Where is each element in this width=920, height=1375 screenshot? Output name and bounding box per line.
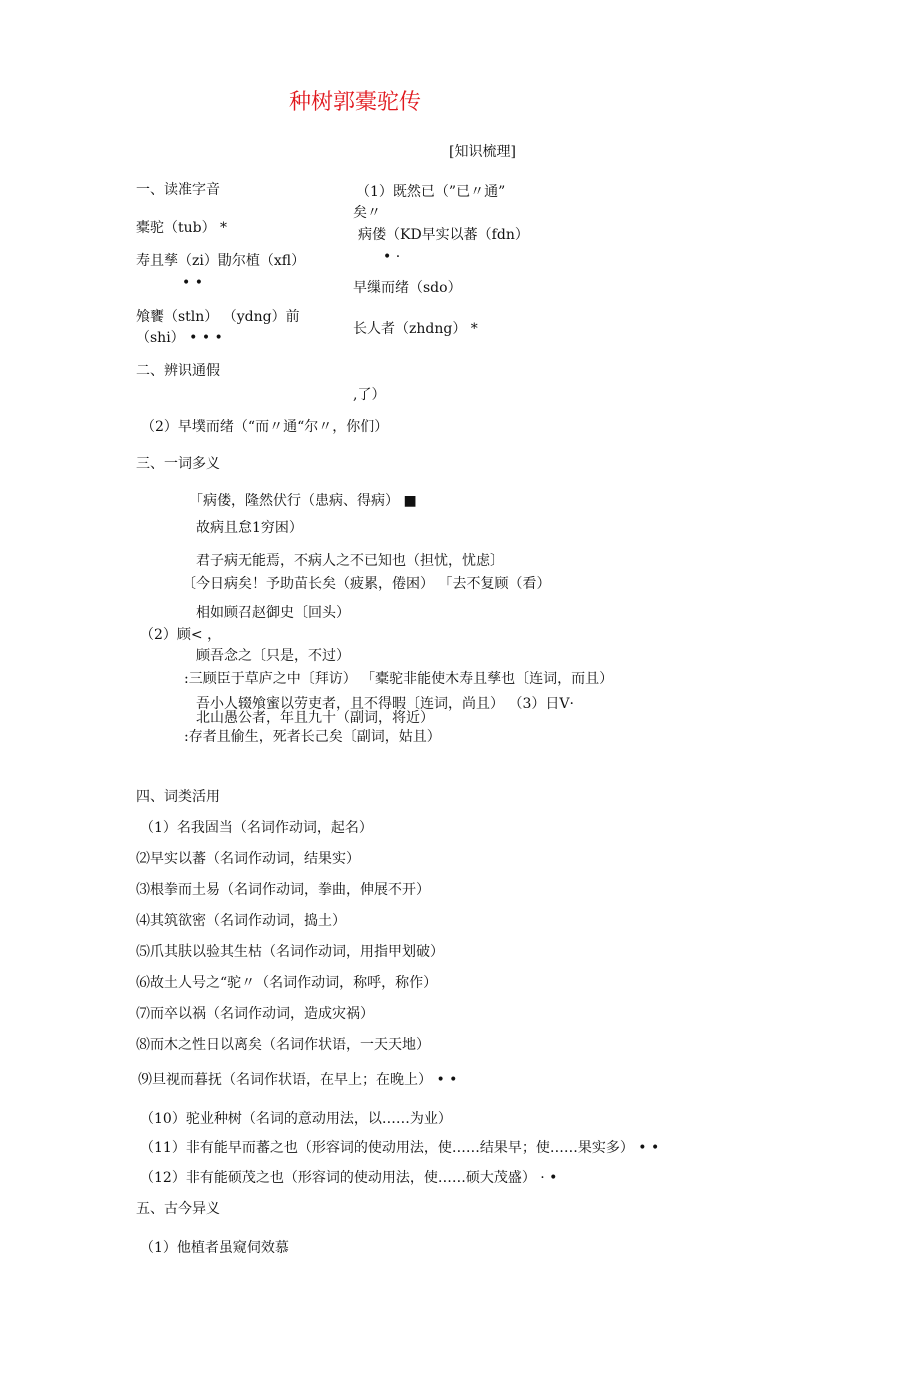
emphasis-dots: • • <box>182 275 203 291</box>
pronunciation-line: 飧饔（stln） （ydng）前 <box>136 309 300 325</box>
word-class-line: ⑹故土人号之“驼〃（名词作动词，称呼，称作） <box>136 975 438 991</box>
right-line: 长人者（zhdng） * <box>353 321 478 337</box>
polysemy-line: 顾吾念之〔只是，不过） <box>196 648 350 664</box>
right-line: ,了） <box>353 387 386 403</box>
word-class-line: （1）名我固当（名词作动词，起名） <box>140 820 373 836</box>
pronunciation-line: （shi） • • • <box>136 330 223 346</box>
word-class-line: ⑵早实以蕃（名词作动词，结果实） <box>136 851 360 867</box>
section-1-heading: 一、读准字音 <box>136 182 220 198</box>
section-4-heading: 四、词类活用 <box>136 789 220 805</box>
polysemy-line: （2）顾< ， <box>140 627 222 643</box>
word-class-line: （10）驼业种树（名词的意动用法，以……为业） <box>140 1111 452 1127</box>
pronunciation-line: 橐驼（tub） * <box>136 220 228 236</box>
title: 种树郭橐驼传 <box>289 90 422 115</box>
polysemy-line: 北山愚公者，年且九十（副词，将近） <box>196 710 434 726</box>
right-line: 病偻（KD早实以蕃（fdn） <box>358 227 529 243</box>
word-class-line: ⑷其筑欲密（名词作动词，捣土） <box>136 913 346 929</box>
polysemy-line: 相如顾召赵御史〔回头） <box>196 605 350 621</box>
polysemy-line: 「病偻，隆然伏行（患病、得病） ■ <box>189 493 417 509</box>
section-3-heading: 三、一词多义 <box>136 456 220 472</box>
polysemy-line: :三顾臣于草庐之中〔拜访） 「橐驼非能使木寿且孳也〔连词，而且） <box>184 671 614 687</box>
right-line: 早缫而绪（sdo） <box>353 280 462 296</box>
word-class-line: ⑼旦视而暮抚（名词作状语，在早上；在晚上） • • <box>138 1072 458 1088</box>
ancient-modern-line: （1）他植者虽窥伺效慕 <box>140 1240 289 1256</box>
section-5-heading: 五、古今异义 <box>136 1201 220 1217</box>
word-class-line: ⑺而卒以祸（名词作动词，造成灾祸） <box>136 1006 374 1022</box>
word-class-line: ⑻而木之性日以离矣（名词作状语，一天天地） <box>136 1037 430 1053</box>
section-2-heading: 二、辨识通假 <box>136 363 220 379</box>
tongjia-line: （2）早墣而绪（“而〃通“尔〃，你们） <box>141 419 389 435</box>
word-class-line: （12）非有能硕茂之也（形容词的使动用法，使……硕大茂盛） · • <box>140 1170 558 1186</box>
polysemy-line: 吾小人辍飧蜜以劳吏者，且不得暇〔连词，尚且） （3）日V· <box>196 696 574 712</box>
word-class-line: ⑶根拳而土易（名词作动词，拳曲，伸展不开） <box>136 882 430 898</box>
polysemy-line: 〔今日病矣！予助苗长矣（疲累，倦困） 「去不复顾（看） <box>182 576 551 592</box>
right-line: 矣〃 <box>353 205 381 221</box>
polysemy-line: 君子病无能焉，不病人之不已知也（担忧，忧虑〕 <box>196 553 504 569</box>
word-class-line: ⑸爪其肤以验其生枯（名词作动词，用指甲划破） <box>136 944 444 960</box>
subtitle: [知识梳理] <box>449 144 516 160</box>
polysemy-line: :存者且偷生，死者长己矣〔副词，姑且） <box>184 729 441 745</box>
right-line: （1）既然已（”已〃通” <box>356 184 506 200</box>
polysemy-line: 故病且怠1穷困） <box>196 520 303 536</box>
word-class-line: （11）非有能早而蕃之也（形容词的使动用法，使……结果早；使……果实多） • • <box>140 1140 660 1156</box>
pronunciation-line: 寿且孳（zi）勖尔植（xfl） <box>136 253 306 269</box>
emphasis-dots: • · <box>383 249 401 265</box>
